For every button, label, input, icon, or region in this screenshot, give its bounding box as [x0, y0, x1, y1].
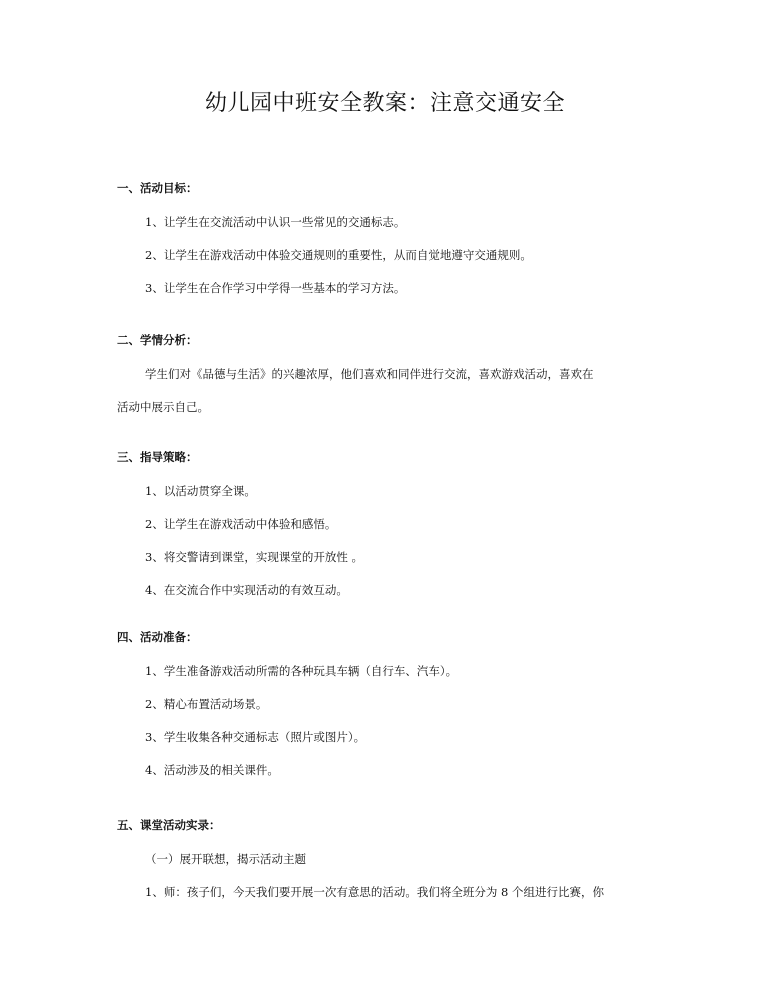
list-item: 1、学生准备游戏活动所需的各种玩具车辆（自行车、汽车）。 [145, 664, 458, 678]
list-item: 1、以活动贯穿全课。 [145, 484, 256, 498]
section-heading: 三、指导策略： [117, 450, 198, 464]
subheading: （一）展开联想，揭示活动主题 [145, 852, 306, 866]
section-preparation [117, 627, 657, 780]
list-item: 3、学生收集各种交通标志（照片或图片）。 [145, 730, 366, 744]
list-item: 2、让学生在游戏活动中体验交通规则的重要性，从而自觉地遵守交通规则。 [145, 248, 532, 262]
paragraph-line: 学生们对《品德与生活》的兴趣浓厚，他们喜欢和同伴进行交流，喜欢游戏活动，喜欢在 [145, 367, 594, 381]
list-item: 4、在交流合作中实现活动的有效互动。 [145, 583, 348, 597]
section-analysis [117, 330, 657, 417]
section-heading: 一、活动目标： [117, 181, 198, 195]
section-heading: 二、学情分析： [117, 333, 198, 347]
document-title: 幼儿园中班安全教案：注意交通安全 [204, 91, 565, 116]
section-heading: 五、课堂活动实录： [117, 818, 221, 832]
list-item: 2、精心布置活动场景。 [145, 697, 268, 711]
paragraph-line: 1、师：孩子们，今天我们要开展一次有意思的活动。我们将全班分为 8 个组进行比赛，你 [145, 885, 604, 899]
list-item: 1、让学生在交流活动中认识一些常见的交通标志。 [145, 215, 406, 229]
list-item: 4、活动涉及的相关课件。 [145, 763, 279, 777]
list-item: 3、将交警请到课堂，实现课堂的开放性 。 [145, 550, 363, 564]
list-item: 3、让学生在合作学习中学得一些基本的学习方法。 [145, 281, 406, 295]
section-goals [117, 178, 657, 298]
section-strategy [117, 447, 657, 600]
section-heading: 四、活动准备： [117, 630, 198, 644]
list-item: 2、让学生在游戏活动中体验和感悟。 [145, 517, 337, 531]
section-classroom-record [117, 815, 657, 902]
paragraph-line: 活动中展示自己。 [117, 400, 209, 414]
